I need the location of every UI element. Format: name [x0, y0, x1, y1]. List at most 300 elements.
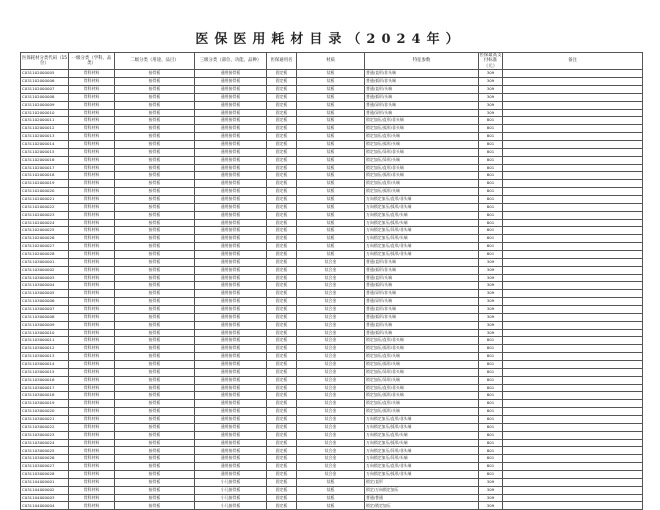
cell-material: 钛合金: [297, 361, 365, 369]
cell-remark: [503, 361, 643, 369]
cell-code: C031103000021: [21, 416, 69, 424]
cell-remark: [503, 235, 643, 243]
cell-material: 钛合金: [297, 298, 365, 306]
cell-remark: [503, 70, 643, 78]
cell-generic-name: 固定板: [267, 180, 297, 188]
cell-generic-name: 固定板: [267, 486, 297, 494]
cell-spec: 万向锁定加压/直形/非头端: [365, 416, 479, 424]
cell-level2: 接骨板: [115, 133, 195, 141]
cell-code: C031104000002: [21, 486, 69, 494]
cell-level3: 通用接骨板: [195, 70, 267, 78]
table-row: [21, 306, 643, 314]
cell-spec: 锁定加压/直形/非头端: [365, 117, 479, 125]
cell-material: 钛板: [297, 133, 365, 141]
header-level1: 一级分类（学科、品类）: [69, 53, 115, 70]
cell-level3: 小儿接骨板: [195, 502, 267, 510]
cell-material: 钛板: [297, 243, 365, 251]
cell-remark: [503, 156, 643, 164]
cell-remark: [503, 133, 643, 141]
cell-remark: [503, 376, 643, 384]
cell-spec: 锁定加压/弧形/非头端: [365, 392, 479, 400]
cell-level2: 接骨板: [115, 148, 195, 156]
cell-level3: 通用接骨板: [195, 353, 267, 361]
cell-code: C031102000021: [21, 195, 69, 203]
cell-generic-name: 固定板: [267, 306, 297, 314]
cell-max-payment: 309: [479, 306, 503, 314]
cell-level2: 接骨板: [115, 494, 195, 502]
cell-level1: 骨科材料: [69, 109, 115, 117]
cell-spec: 普通/弧形/非头端: [365, 313, 479, 321]
cell-level1: 骨科材料: [69, 361, 115, 369]
cell-spec: 万向锁定加压/异形/非头端: [365, 447, 479, 455]
cell-spec: 普通/弧形/头端: [365, 93, 479, 101]
cell-level2: 接骨板: [115, 250, 195, 258]
cell-material: 钛板: [297, 227, 365, 235]
cell-generic-name: 固定板: [267, 376, 297, 384]
cell-remark: [503, 431, 643, 439]
cell-material: 钛板: [297, 70, 365, 78]
cell-level3: 通用接骨板: [195, 203, 267, 211]
cell-level3: 通用接骨板: [195, 376, 267, 384]
cell-level3: 通用接骨板: [195, 306, 267, 314]
cell-material: 钛合金: [297, 329, 365, 337]
cell-max-payment: 801: [479, 227, 503, 235]
cell-generic-name: 固定板: [267, 416, 297, 424]
cell-material: 钛板: [297, 478, 365, 486]
cell-max-payment: 801: [479, 416, 503, 424]
cell-max-payment: 801: [479, 392, 503, 400]
cell-material: 钛板: [297, 93, 365, 101]
cell-material: 钛合金: [297, 455, 365, 463]
cell-code: C031103000025: [21, 447, 69, 455]
cell-spec: 锁定加压/异形/头端: [365, 376, 479, 384]
cell-level2: 接骨板: [115, 431, 195, 439]
cell-level3: 通用接骨板: [195, 416, 267, 424]
cell-remark: [503, 455, 643, 463]
cell-material: 钛合金: [297, 447, 365, 455]
cell-level2: 接骨板: [115, 337, 195, 345]
cell-spec: 普通/直形/非头端: [365, 258, 479, 266]
table-row: [21, 140, 643, 148]
cell-spec: 普通/异形/非头端: [365, 290, 479, 298]
cell-material: 钛合金: [297, 290, 365, 298]
cell-code: C031103000015: [21, 368, 69, 376]
cell-generic-name: 固定板: [267, 266, 297, 274]
cell-material: 钛合金: [297, 384, 365, 392]
cell-remark: [503, 109, 643, 117]
cell-max-payment: 801: [479, 376, 503, 384]
cell-spec: 万向锁定加压/异形/头端: [365, 235, 479, 243]
cell-material: 钛板: [297, 140, 365, 148]
table-row: [21, 101, 643, 109]
cell-level1: 骨科材料: [69, 85, 115, 93]
cell-spec: 万向锁定加压/直形/非头端: [365, 243, 479, 251]
cell-code: C031103000001: [21, 258, 69, 266]
cell-level3: 通用接骨板: [195, 243, 267, 251]
cell-remark: [503, 502, 643, 510]
cell-level3: 通用接骨板: [195, 125, 267, 133]
cell-remark: [503, 211, 643, 219]
cell-level3: 通用接骨板: [195, 455, 267, 463]
cell-spec: 锁定加压/弧形/非头端: [365, 345, 479, 353]
cell-remark: [503, 439, 643, 447]
cell-material: 钛板: [297, 78, 365, 86]
cell-level2: 接骨板: [115, 400, 195, 408]
cell-generic-name: 固定板: [267, 172, 297, 180]
cell-level3: 通用接骨板: [195, 384, 267, 392]
cell-material: 钛板: [297, 125, 365, 133]
cell-level1: 骨科材料: [69, 125, 115, 133]
cell-remark: [503, 384, 643, 392]
cell-level3: 通用接骨板: [195, 298, 267, 306]
cell-level3: 通用接骨板: [195, 282, 267, 290]
cell-generic-name: 固定板: [267, 227, 297, 235]
cell-remark: [503, 298, 643, 306]
cell-material: 钛合金: [297, 416, 365, 424]
cell-level2: 接骨板: [115, 172, 195, 180]
cell-remark: [503, 368, 643, 376]
cell-generic-name: 固定板: [267, 313, 297, 321]
cell-level3: 通用接骨板: [195, 447, 267, 455]
cell-level2: 接骨板: [115, 266, 195, 274]
cell-spec: 普通/弧形/非头端: [365, 78, 479, 86]
cell-spec: 锁定加压/异形/头端: [365, 156, 479, 164]
cell-level3: 小儿接骨板: [195, 494, 267, 502]
cell-generic-name: 固定板: [267, 195, 297, 203]
cell-spec: 锁定加压/直形/头端: [365, 400, 479, 408]
cell-code: C031103000017: [21, 384, 69, 392]
cell-code: C031102000028: [21, 250, 69, 258]
table-row: [21, 85, 643, 93]
cell-level1: 骨科材料: [69, 400, 115, 408]
cell-material: 钛板: [297, 494, 365, 502]
document-title: 医保医用耗材目录（2024年）: [195, 32, 465, 47]
table-row: [21, 290, 643, 298]
cell-level1: 骨科材料: [69, 298, 115, 306]
cell-spec: 锁定/万向锁定加压: [365, 486, 479, 494]
cell-code: C031103000026: [21, 455, 69, 463]
cell-generic-name: 固定板: [267, 290, 297, 298]
table-row: [21, 211, 643, 219]
cell-generic-name: 固定板: [267, 478, 297, 486]
cell-max-payment: 309: [479, 321, 503, 329]
cell-generic-name: 固定板: [267, 140, 297, 148]
cell-level3: 通用接骨板: [195, 211, 267, 219]
cell-material: 钛板: [297, 117, 365, 125]
cell-material: 钛合金: [297, 408, 365, 416]
cell-code: C031103000008: [21, 313, 69, 321]
cell-material: 钛板: [297, 211, 365, 219]
cell-material: 钛板: [297, 109, 365, 117]
cell-code: C031103000028: [21, 471, 69, 479]
cell-level1: 骨科材料: [69, 258, 115, 266]
cell-level1: 骨科材料: [69, 78, 115, 86]
cell-level1: 骨科材料: [69, 235, 115, 243]
header-code: 医保耗材分类代码（15位）: [21, 53, 69, 70]
cell-generic-name: 固定板: [267, 164, 297, 172]
cell-level1: 骨科材料: [69, 266, 115, 274]
cell-level1: 骨科材料: [69, 376, 115, 384]
cell-material: 钛合金: [297, 266, 365, 274]
cell-spec: 万向锁定加压/异形/头端: [365, 455, 479, 463]
cell-spec: 锁定加压/弧形/头端: [365, 140, 479, 148]
cell-level3: 通用接骨板: [195, 392, 267, 400]
cell-generic-name: 固定板: [267, 282, 297, 290]
cell-level1: 骨科材料: [69, 101, 115, 109]
cell-level3: 通用接骨板: [195, 329, 267, 337]
cell-spec: 普通/直形/头端: [365, 85, 479, 93]
cell-generic-name: 固定板: [267, 133, 297, 141]
cell-max-payment: 801: [479, 400, 503, 408]
cell-spec: 锁定加压/直形/头端: [365, 180, 479, 188]
cell-level3: 通用接骨板: [195, 290, 267, 298]
cell-remark: [503, 447, 643, 455]
cell-level2: 接骨板: [115, 447, 195, 455]
table-row: [21, 274, 643, 282]
cell-generic-name: 固定板: [267, 392, 297, 400]
cell-max-payment: 801: [479, 188, 503, 196]
cell-max-payment: 309: [479, 282, 503, 290]
cell-level2: 接骨板: [115, 274, 195, 282]
cell-remark: [503, 203, 643, 211]
cell-level2: 接骨板: [115, 329, 195, 337]
cell-level2: 接骨板: [115, 376, 195, 384]
table-row: [21, 148, 643, 156]
cell-remark: [503, 494, 643, 502]
cell-level2: 接骨板: [115, 321, 195, 329]
cell-material: 钛板: [297, 188, 365, 196]
cell-level1: 骨科材料: [69, 133, 115, 141]
cell-remark: [503, 313, 643, 321]
cell-level3: 通用接骨板: [195, 109, 267, 117]
cell-level1: 骨科材料: [69, 337, 115, 345]
cell-level1: 骨科材料: [69, 180, 115, 188]
cell-level2: 接骨板: [115, 416, 195, 424]
cell-max-payment: 309: [479, 109, 503, 117]
cell-spec: 锁定加压/直形/非头端: [365, 337, 479, 345]
cell-max-payment: 801: [479, 211, 503, 219]
cell-level3: 通用接骨板: [195, 117, 267, 125]
cell-max-payment: 801: [479, 447, 503, 455]
cell-spec: 万向锁定加压/直形/头端: [365, 431, 479, 439]
cell-spec: 万向锁定加压/直形/头端: [365, 211, 479, 219]
cell-generic-name: 固定板: [267, 243, 297, 251]
cell-generic-name: 固定板: [267, 361, 297, 369]
cell-max-payment: 801: [479, 431, 503, 439]
cell-remark: [503, 290, 643, 298]
cell-remark: [503, 416, 643, 424]
cell-max-payment: 801: [479, 423, 503, 431]
cell-spec: 锁定/直形: [365, 478, 479, 486]
cell-remark: [503, 93, 643, 101]
cell-level2: 接骨板: [115, 140, 195, 148]
cell-level3: 通用接骨板: [195, 361, 267, 369]
cell-remark: [503, 78, 643, 86]
cell-code: C031104000003: [21, 494, 69, 502]
cell-code: C031103000023: [21, 431, 69, 439]
cell-level2: 接骨板: [115, 290, 195, 298]
cell-level1: 骨科材料: [69, 211, 115, 219]
cell-code: C031103000007: [21, 306, 69, 314]
cell-level1: 骨科材料: [69, 243, 115, 251]
cell-generic-name: 固定板: [267, 188, 297, 196]
cell-remark: [503, 329, 643, 337]
cell-max-payment: 309: [479, 298, 503, 306]
cell-material: 钛板: [297, 101, 365, 109]
table-row: [21, 203, 643, 211]
cell-level2: 接骨板: [115, 258, 195, 266]
cell-material: 钛板: [297, 156, 365, 164]
cell-material: 钛合金: [297, 321, 365, 329]
cell-level1: 骨科材料: [69, 384, 115, 392]
cell-level3: 通用接骨板: [195, 400, 267, 408]
cell-level2: 接骨板: [115, 345, 195, 353]
cell-remark: [503, 392, 643, 400]
cell-level1: 骨科材料: [69, 463, 115, 471]
cell-level2: 接骨板: [115, 180, 195, 188]
cell-level2: 接骨板: [115, 188, 195, 196]
cell-generic-name: 固定板: [267, 423, 297, 431]
header-generic-name: 医保通用名: [267, 53, 297, 70]
table-row: [21, 243, 643, 251]
table-row: [21, 117, 643, 125]
cell-generic-name: 固定板: [267, 258, 297, 266]
cell-max-payment: 801: [479, 117, 503, 125]
cell-max-payment: 309: [479, 85, 503, 93]
cell-code: C031103000024: [21, 439, 69, 447]
cell-code: C031102000008: [21, 93, 69, 101]
table-row: [21, 313, 643, 321]
cell-level3: 通用接骨板: [195, 313, 267, 321]
cell-level3: 小儿接骨板: [195, 486, 267, 494]
cell-level1: 骨科材料: [69, 274, 115, 282]
cell-level2: 接骨板: [115, 384, 195, 392]
header-material: 材质: [297, 53, 365, 70]
cell-level3: 通用接骨板: [195, 345, 267, 353]
cell-remark: [503, 140, 643, 148]
cell-code: C031102000012: [21, 125, 69, 133]
cell-level3: 通用接骨板: [195, 266, 267, 274]
cell-level1: 骨科材料: [69, 321, 115, 329]
cell-code: C031102000022: [21, 203, 69, 211]
cell-level3: 通用接骨板: [195, 101, 267, 109]
cell-spec: 锁定加压/直形/头端: [365, 133, 479, 141]
table-row: [21, 219, 643, 227]
cell-material: 钛板: [297, 148, 365, 156]
cell-code: C031102000009: [21, 101, 69, 109]
cell-remark: [503, 125, 643, 133]
cell-max-payment: 309: [479, 274, 503, 282]
cell-material: 钛合金: [297, 345, 365, 353]
cell-level2: 接骨板: [115, 353, 195, 361]
cell-generic-name: 固定板: [267, 471, 297, 479]
cell-level3: 通用接骨板: [195, 258, 267, 266]
cell-code: C031103000006: [21, 298, 69, 306]
cell-remark: [503, 85, 643, 93]
cell-code: C031103000014: [21, 361, 69, 369]
cell-generic-name: 固定板: [267, 203, 297, 211]
cell-material: 钛合金: [297, 306, 365, 314]
cell-code: C031102000027: [21, 243, 69, 251]
table-row: [21, 180, 643, 188]
cell-remark: [503, 219, 643, 227]
cell-level2: 接骨板: [115, 78, 195, 86]
cell-level2: 接骨板: [115, 478, 195, 486]
cell-level1: 骨科材料: [69, 439, 115, 447]
cell-code: C031103000005: [21, 290, 69, 298]
cell-material: 钛合金: [297, 376, 365, 384]
cell-max-payment: 309: [479, 93, 503, 101]
cell-level3: 通用接骨板: [195, 471, 267, 479]
cell-remark: [503, 337, 643, 345]
cell-max-payment: 309: [479, 258, 503, 266]
cell-max-payment: 309: [479, 78, 503, 86]
cell-material: 钛合金: [297, 431, 365, 439]
table-row: [21, 400, 643, 408]
cell-level3: 通用接骨板: [195, 274, 267, 282]
cell-remark: [503, 321, 643, 329]
table-row: [21, 188, 643, 196]
cell-generic-name: 固定板: [267, 337, 297, 345]
cell-spec: 普通/异形/非头端: [365, 101, 479, 109]
cell-spec: 普通/异形/头端: [365, 298, 479, 306]
cell-max-payment: 801: [479, 156, 503, 164]
cell-remark: [503, 400, 643, 408]
table-header-row: [21, 53, 643, 70]
cell-material: 钛板: [297, 172, 365, 180]
cell-level2: 接骨板: [115, 282, 195, 290]
cell-code: C031102000015: [21, 148, 69, 156]
cell-spec: 锁定加压/弧形/头端: [365, 408, 479, 416]
cell-generic-name: 固定板: [267, 211, 297, 219]
cell-level1: 骨科材料: [69, 423, 115, 431]
cell-generic-name: 固定板: [267, 384, 297, 392]
cell-max-payment: 801: [479, 235, 503, 243]
cell-remark: [503, 486, 643, 494]
cell-level3: 通用接骨板: [195, 250, 267, 258]
cell-max-payment: 309: [479, 313, 503, 321]
cell-level1: 骨科材料: [69, 290, 115, 298]
cell-max-payment: 801: [479, 345, 503, 353]
cell-generic-name: 固定板: [267, 148, 297, 156]
table-row: [21, 368, 643, 376]
cell-max-payment: 309: [479, 290, 503, 298]
cell-material: 钛板: [297, 250, 365, 258]
cell-max-payment: 309: [479, 502, 503, 510]
cell-level2: 接骨板: [115, 156, 195, 164]
cell-material: 钛合金: [297, 274, 365, 282]
cell-max-payment: 801: [479, 164, 503, 172]
table-row: [21, 195, 643, 203]
cell-remark: [503, 282, 643, 290]
cell-level1: 骨科材料: [69, 368, 115, 376]
table-row: [21, 494, 643, 502]
cell-max-payment: 801: [479, 172, 503, 180]
cell-code: C031103000003: [21, 274, 69, 282]
cell-code: C031103000011: [21, 337, 69, 345]
cell-generic-name: 固定板: [267, 156, 297, 164]
cell-level2: 接骨板: [115, 125, 195, 133]
cell-level3: 小儿接骨板: [195, 478, 267, 486]
cell-level3: 通用接骨板: [195, 78, 267, 86]
cell-spec: 万向锁定加压/弧形/头端: [365, 219, 479, 227]
cell-level3: 通用接骨板: [195, 408, 267, 416]
cell-code: C031102000014: [21, 140, 69, 148]
cell-remark: [503, 266, 643, 274]
cell-level2: 接骨板: [115, 423, 195, 431]
cell-level1: 骨科材料: [69, 478, 115, 486]
cell-level1: 骨科材料: [69, 329, 115, 337]
